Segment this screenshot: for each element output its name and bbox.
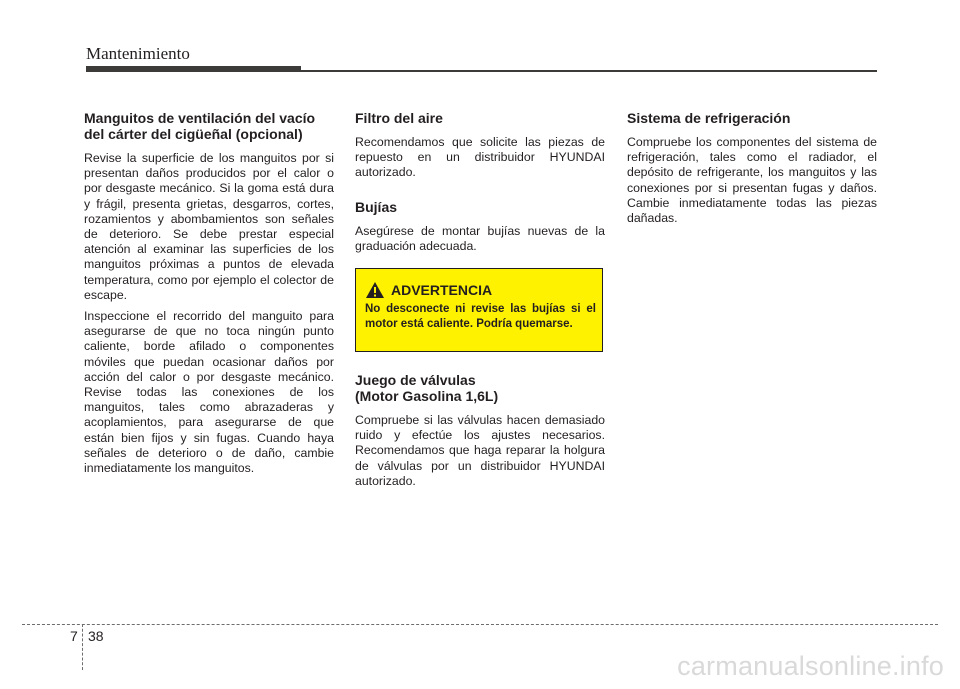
warning-text: No desconecte ni revise las bujías si el motor está caliente. Podría quemarse. [365,303,596,331]
warning-box [355,268,603,352]
warning-header [365,281,596,299]
air-filter-heading: Filtro del aire [355,110,443,126]
header-rule-thick [86,66,301,72]
footer-rule [22,624,938,625]
column-middle [355,110,605,495]
chapter-number: 7 [70,628,78,644]
crankcase-hoses-paragraph-2: Inspeccione el recorrido del manguito para asegurarse de que no toca ningún punto caliente, borde afilado o componentes móviles que puedan ocasionar daños por acción del calor o por desgaste mecánico. Revise todas las conexiones de los manguitos, tales como abrazaderas y acoplamientos, para asegurarse de que están bien fijos y sin fugas. Cuando haya señales de deterioro o de daño, cambie inmediatamente los manguitos. [84,309,334,476]
cooling-system-text: Compruebe los componentes del sistema de refrigeración, tales como el radiador, el depósito de refrigerante, los manguitos y las conexiones por si presentan fugas y daños. Cambie inmediatamente todas las piezas dañadas. [627,135,877,226]
watermark: carmanualsonline.info [677,651,944,681]
valve-clearance-text: Compruebe si las válvulas hacen demasiado ruido y efectúe los ajustes necesarios. Recomendamos que haga reparar la holgura de válvulas por un distribuidor HYUNDAI autorizado. [355,413,605,488]
spark-plugs-text: Asegúrese de montar bujías nuevas de la graduación adecuada. [355,223,605,253]
crankcase-hoses-heading: Manguitos de ventilación del vacío del cárter del cigüeñal (opcional) [84,110,316,142]
column-left [84,110,334,482]
warning-triangle-icon [365,281,385,299]
header-rule-thin [301,70,877,72]
warning-title: ADVERTENCIA [391,282,493,299]
spark-plugs-heading: Bujías [355,198,398,215]
air-filter-text: Recomendamos que solicite las piezas de repuesto en un distribuidor HYUNDAI autorizado. [355,135,605,180]
column-right [627,110,877,232]
valve-clearance-heading [355,372,605,404]
crankcase-hoses-paragraph-1: Revise la superficie de los manguitos por si presentan daños producidos por el calor o por desgaste mecánico. Si la goma está dura y frágil, presenta grietas, desgarros, cortes, rozamientos y abombamientos son señales de deterioro. Se debe prestar especial atención al examinar las superficies de los manguitos próximas a puntos de elevada temperatura, como por ejemplo el colector de escape. [84,151,334,302]
footer-divider [82,624,83,670]
cooling-system-heading: Sistema de refrigeración [627,110,791,126]
valve-clearance-heading-line1: Juego de válvulas [355,372,476,389]
section-title: Mantenimiento [86,44,190,63]
valve-clearance-heading-line2: (Motor Gasolina 1,6L) [355,388,499,405]
page-number: 38 [88,628,104,644]
